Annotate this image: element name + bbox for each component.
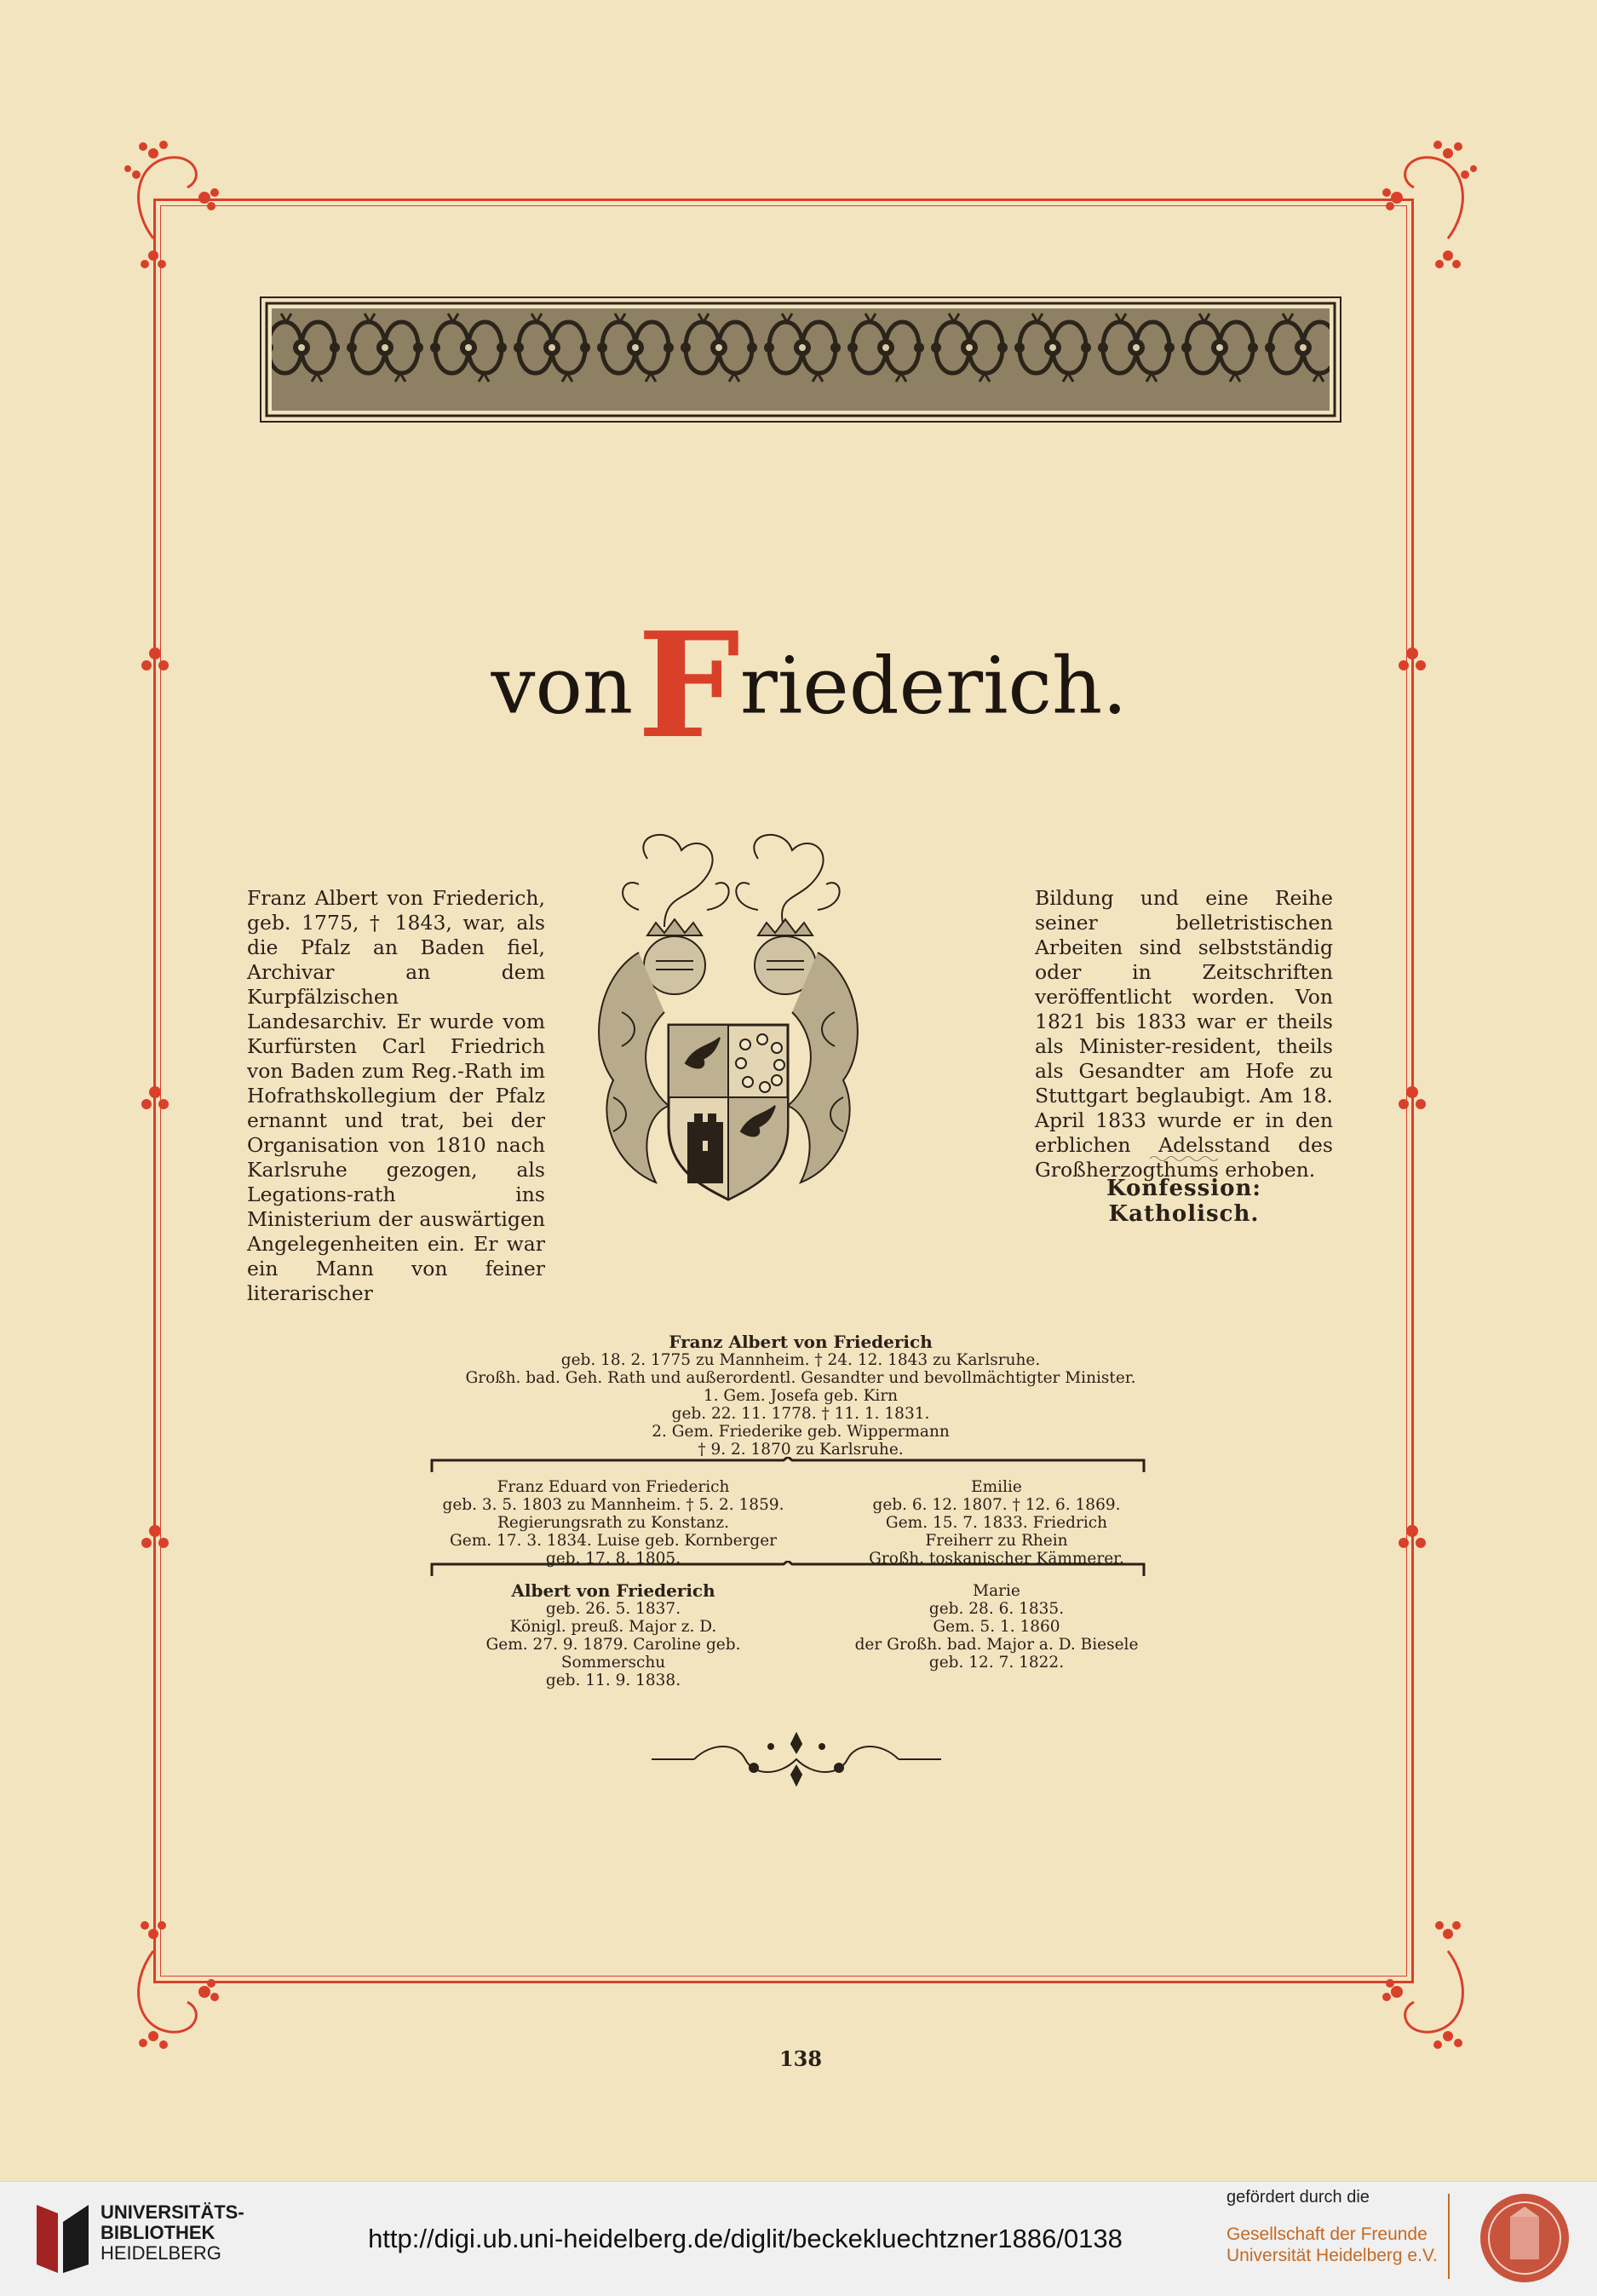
corner-ornament-bottom-right xyxy=(1346,1917,1482,2053)
sponsor-lead-text: gefördert durch die xyxy=(1226,2188,1370,2207)
konfession-label: Konfession: Katholisch. xyxy=(1106,1176,1261,1227)
genealogy-grandchild-right-name: Marie xyxy=(973,1582,1020,1600)
permalink-url[interactable]: http://digi.ub.uni-heidelberg.de/diglit/beckekluechtzner1886/0138 xyxy=(368,2224,1123,2253)
genealogy-grandchild-left-line: geb. 26. 5. 1837. xyxy=(545,1600,681,1618)
genealogy-child-left-line: Gem. 17. 3. 1834. Luise geb. Kornberger xyxy=(449,1532,778,1550)
title-rest: riederich. xyxy=(739,640,1128,732)
corner-ornament-top-right xyxy=(1346,136,1482,273)
genealogy-grandchild-right-line: Gem. 5. 1. 1860 xyxy=(933,1618,1060,1636)
genealogy-grandchild-left xyxy=(434,1582,792,1689)
genealogy-bracket-1 xyxy=(430,1457,1146,1474)
corner-ornament-top-left xyxy=(119,136,256,273)
genealogy-grandchild-left-line: Königl. preuß. Major z. D. xyxy=(509,1618,717,1636)
genealogy-root-line: 2. Gem. Friederike geb. Wippermann xyxy=(652,1423,950,1441)
genealogy-child-left-name: Franz Eduard von Friederich xyxy=(497,1478,730,1496)
genealogy-child-right-line: Großh. toskanischer Kämmerer. xyxy=(869,1550,1124,1568)
library-name-line-3: HEIDELBERG xyxy=(101,2242,221,2264)
genealogy-root xyxy=(426,1333,1175,1459)
side-ornament-left-3 xyxy=(134,1521,176,1555)
title-prefix: von xyxy=(491,640,634,732)
footer-divider xyxy=(1448,2194,1450,2279)
library-name-line-1: UNIVERSITÄTS- xyxy=(101,2201,244,2223)
genealogy-root-line: geb. 22. 11. 1778. † 11. 1. 1831. xyxy=(671,1405,930,1423)
page-title xyxy=(485,601,1133,771)
genealogy-child-right-name: Emilie xyxy=(971,1478,1022,1496)
genealogy-grandchild-left-name: Albert von Friederich xyxy=(511,1580,715,1601)
sponsor-name xyxy=(1226,2224,1438,2266)
biography-right-column: Bildung und eine Reihe seiner belletristischen Arbeiten sind selbstständig oder in Zeitschriften veröffentlicht worden. Von 1821 bis 1833 war er theils als Minister-resident, theils als Gesandter am Hofe zu Stuttgart beglaubigt. Am 18. April 1833 wurde er in den erblichen Adelsstand des Großherzogthums erhoben. xyxy=(1035,886,1333,1182)
university-library-name xyxy=(101,2202,244,2264)
genealogy-child-right xyxy=(852,1478,1141,1568)
genealogy-child-left-line: Regierungsrath zu Konstanz. xyxy=(497,1514,730,1532)
genealogy-child-left-line: geb. 17. 8. 1805. xyxy=(545,1550,681,1568)
genealogy-child-right-line: geb. 6. 12. 1807. † 12. 6. 1869. xyxy=(872,1496,1121,1514)
corner-ornament-bottom-left xyxy=(119,1917,256,2053)
genealogy-child-left-line: geb. 3. 5. 1803 zu Mannheim. † 5. 2. 1859. xyxy=(442,1496,784,1514)
coat-of-arms-illustration xyxy=(588,825,869,1261)
genealogy-grandchild-right-line: geb. 28. 6. 1835. xyxy=(928,1600,1065,1618)
title-initial-capital: F xyxy=(637,601,740,771)
side-ornament-right-1 xyxy=(1391,643,1433,677)
genealogy-child-left xyxy=(434,1478,792,1568)
sponsor-name-line-1: Gesellschaft der Freunde xyxy=(1226,2224,1428,2244)
biography-left-column: Franz Albert von Friederich, geb. 1775, † 1843, war, als die Pfalz an Baden fiel, Archivar an dem Kurpfälzischen Landesarchiv. Er wurde vom Kurfürsten Carl Friedrich von Baden zum Reg.-Rath im Hofrathskollegium der Pfalz ernannt und trat, bei der Organisation von 1810 nach Karlsruhe gezogen, als Legations-rath ins Ministerium der auswärtigen Angelegenheiten ein. Er war ein Mann von feiner literarischer xyxy=(247,886,545,1305)
genealogy-bracket-2 xyxy=(430,1561,1146,1578)
university-seal-icon xyxy=(1478,2191,1571,2285)
university-library-logo-icon xyxy=(32,2201,94,2277)
genealogy-grandchild-right xyxy=(843,1582,1150,1672)
genealogy-child-right-line: Freiherr zu Rhein xyxy=(925,1532,1068,1550)
genealogy-root-line: Großh. bad. Geh. Rath und außerordentl. Gesandter und bevollmächtigter Minister. xyxy=(465,1369,1136,1387)
genealogy-grandchild-left-line: geb. 11. 9. 1838. xyxy=(545,1672,681,1689)
decorative-squiggle xyxy=(1150,1154,1218,1163)
genealogy-root-line: geb. 18. 2. 1775 zu Mannheim. † 24. 12. 1843 zu Karlsruhe. xyxy=(560,1351,1041,1369)
genealogy-grandchild-left-line: Gem. 27. 9. 1879. Caroline geb. Sommerschu xyxy=(485,1636,741,1672)
genealogy-root-line: † 9. 2. 1870 zu Karlsruhe. xyxy=(698,1441,904,1459)
side-ornament-right-2 xyxy=(1391,1082,1433,1116)
genealogy-root-name: Franz Albert von Friederich xyxy=(669,1332,933,1352)
genealogy-grandchild-right-line: der Großh. bad. Major a. D. Biesele xyxy=(854,1636,1139,1654)
decorative-flourish xyxy=(643,1729,950,1789)
page-number: 138 xyxy=(778,2046,823,2071)
genealogy-grandchild-right-line: geb. 12. 7. 1822. xyxy=(928,1654,1065,1672)
sponsor-name-line-2: Universität Heidelberg e.V. xyxy=(1226,2246,1438,2265)
side-ornament-right-3 xyxy=(1391,1521,1433,1555)
genealogy-root-line: 1. Gem. Josefa geb. Kirn xyxy=(703,1387,899,1405)
side-ornament-left-2 xyxy=(134,1082,176,1116)
genealogy-child-right-line: Gem. 15. 7. 1833. Friedrich xyxy=(885,1514,1108,1532)
library-name-line-2: BIBLIOTHEK xyxy=(101,2222,215,2243)
ornamental-header-band xyxy=(260,296,1341,423)
side-ornament-left-1 xyxy=(134,643,176,677)
